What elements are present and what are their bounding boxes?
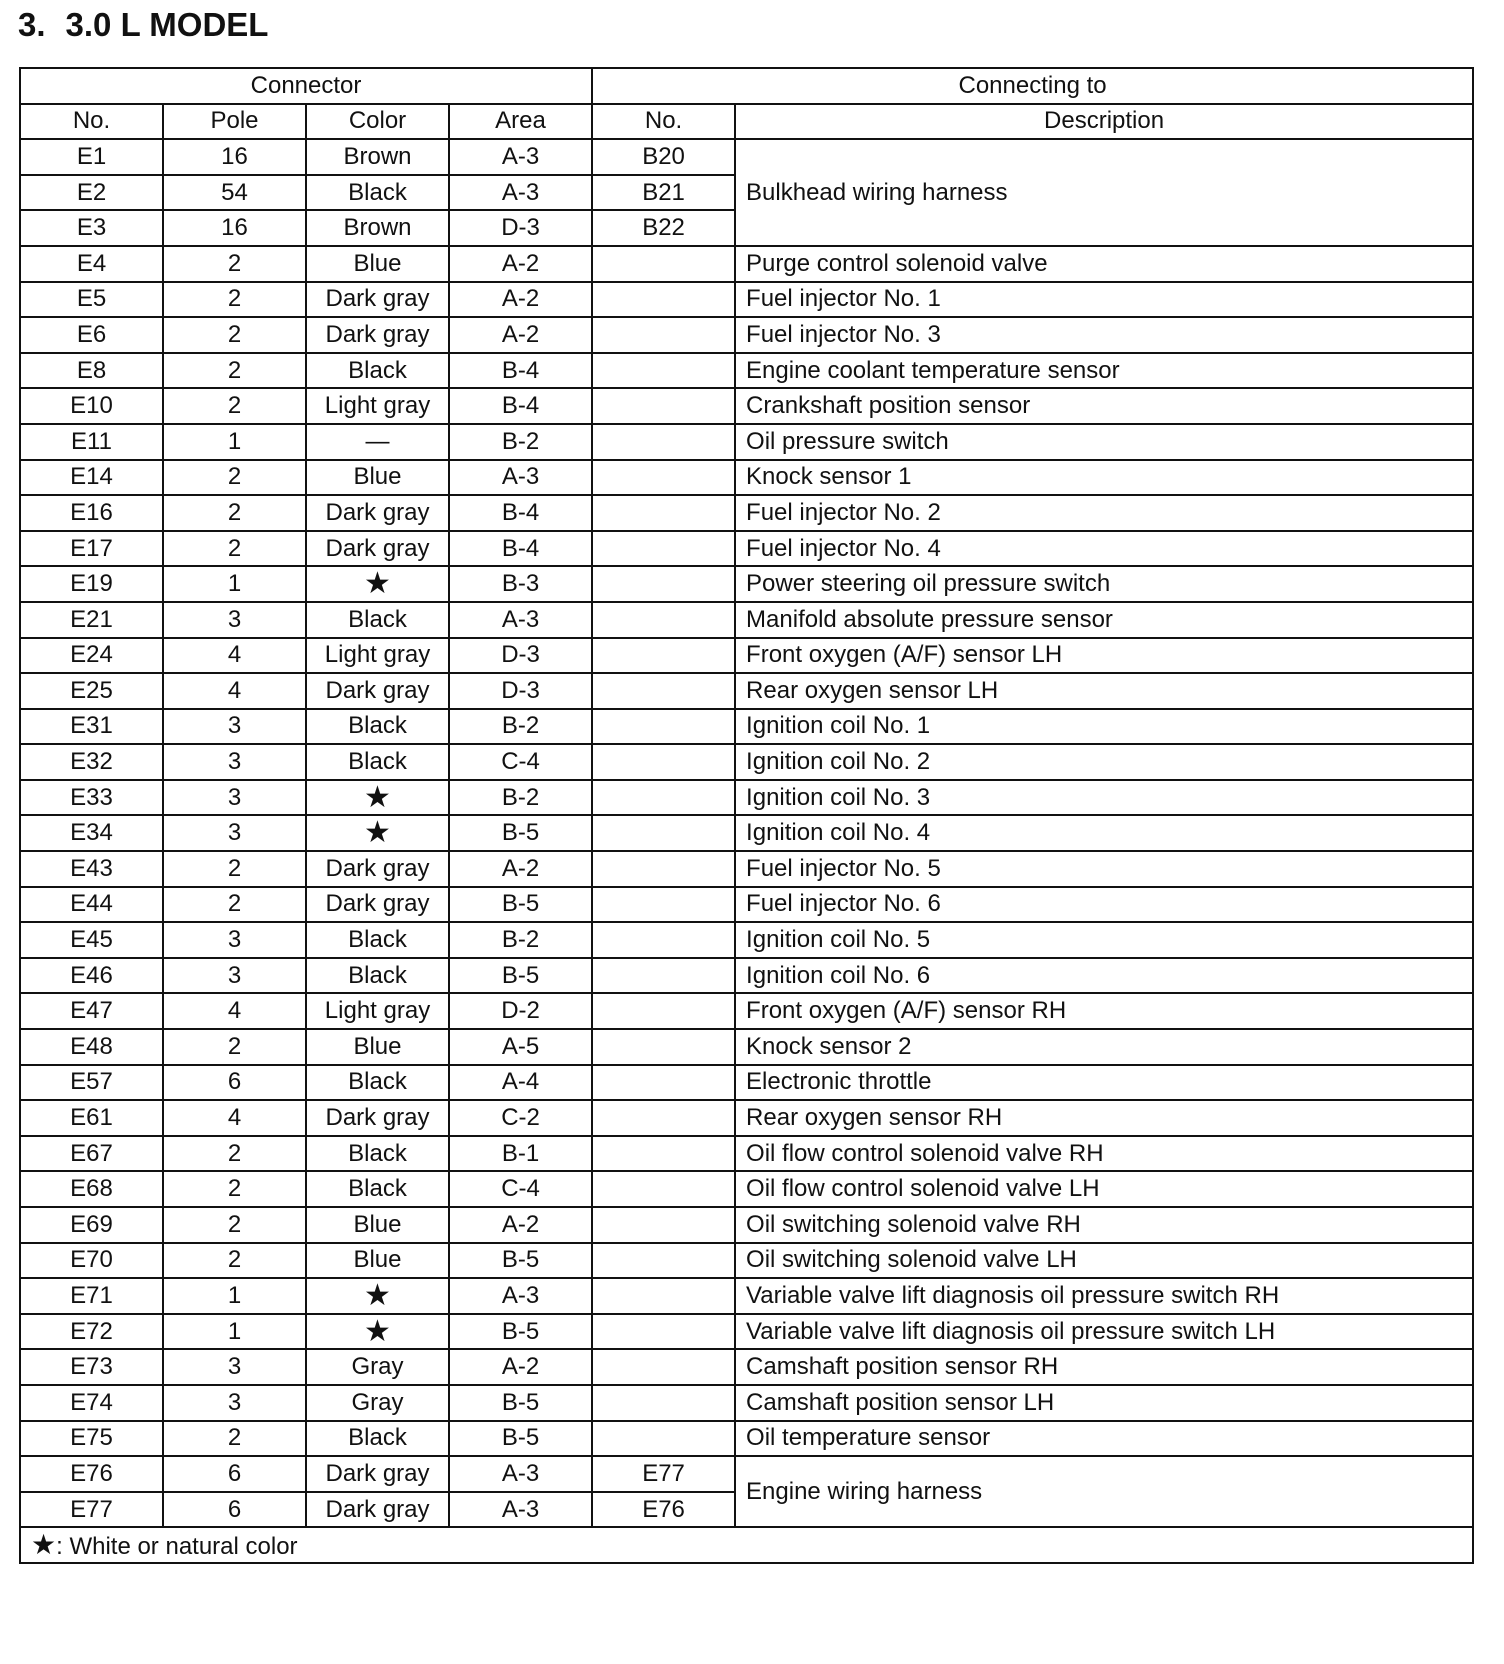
cell-color: Brown xyxy=(306,139,449,175)
footnote-row xyxy=(20,1527,1473,1563)
table-row xyxy=(20,709,1473,745)
cell-pole: 4 xyxy=(163,1100,306,1136)
cell-pole: 3 xyxy=(163,922,306,958)
cell-area: B-5 xyxy=(449,1421,592,1457)
cell-pole: 16 xyxy=(163,210,306,246)
cell-description: Ignition coil No. 6 xyxy=(735,958,1473,994)
cell-area: B-5 xyxy=(449,958,592,994)
cell-color: Black xyxy=(306,1421,449,1457)
cell-color: Black xyxy=(306,602,449,638)
cell-area: D-3 xyxy=(449,210,592,246)
table-row xyxy=(20,1314,1473,1350)
cell-description: Knock sensor 2 xyxy=(735,1029,1473,1065)
cell-connecting-no: E77 xyxy=(592,1456,735,1492)
cell-description: Ignition coil No. 2 xyxy=(735,744,1473,780)
footnote xyxy=(20,1527,1473,1563)
cell-connector-no: E67 xyxy=(20,1136,163,1172)
cell-area: B-2 xyxy=(449,709,592,745)
section-title-text: 3.0 L MODEL xyxy=(65,6,269,43)
cell-area: D-3 xyxy=(449,673,592,709)
cell-connector-no: E76 xyxy=(20,1456,163,1492)
table-row xyxy=(20,673,1473,709)
cell-area: A-3 xyxy=(449,1278,592,1314)
cell-color: Dark gray xyxy=(306,317,449,353)
cell-area: B-4 xyxy=(449,531,592,567)
cell-description: Ignition coil No. 3 xyxy=(735,780,1473,816)
cell-connecting-no xyxy=(592,887,735,923)
cell-connector-no: E31 xyxy=(20,709,163,745)
cell-connecting-no xyxy=(592,1207,735,1243)
column-header-connecting-no: No. xyxy=(592,104,735,140)
cell-connector-no: E47 xyxy=(20,993,163,1029)
cell-color: Light gray xyxy=(306,638,449,674)
cell-description: Variable valve lift diagnosis oil pressure switch RH xyxy=(735,1278,1473,1314)
cell-area: B-4 xyxy=(449,388,592,424)
cell-color: Blue xyxy=(306,1207,449,1243)
cell-pole: 2 xyxy=(163,495,306,531)
cell-connector-no: E72 xyxy=(20,1314,163,1350)
cell-connecting-no xyxy=(592,388,735,424)
cell-area: C-4 xyxy=(449,744,592,780)
table-row xyxy=(20,566,1473,602)
cell-color: Blue xyxy=(306,460,449,496)
table-row xyxy=(20,353,1473,389)
cell-color: Black xyxy=(306,175,449,211)
cell-connector-no: E4 xyxy=(20,246,163,282)
cell-description: Ignition coil No. 5 xyxy=(735,922,1473,958)
cell-description: Purge control solenoid valve xyxy=(735,246,1473,282)
table-row xyxy=(20,958,1473,994)
cell-description: Front oxygen (A/F) sensor LH xyxy=(735,638,1473,674)
cell-area: A-2 xyxy=(449,1349,592,1385)
cell-area: A-4 xyxy=(449,1065,592,1101)
table-row xyxy=(20,815,1473,851)
cell-connector-no: E14 xyxy=(20,460,163,496)
cell-connector-no: E34 xyxy=(20,815,163,851)
table-row xyxy=(20,744,1473,780)
cell-color: ★ xyxy=(306,566,449,602)
column-header-area: Area xyxy=(449,104,592,140)
cell-description: Bulkhead wiring harness xyxy=(735,139,1473,246)
cell-connecting-no xyxy=(592,1243,735,1279)
table-row xyxy=(20,1100,1473,1136)
cell-connector-no: E17 xyxy=(20,531,163,567)
cell-area: B-1 xyxy=(449,1136,592,1172)
cell-pole: 4 xyxy=(163,993,306,1029)
section-number: 3. xyxy=(18,6,46,43)
cell-description: Variable valve lift diagnosis oil pressure switch LH xyxy=(735,1314,1473,1350)
cell-pole: 2 xyxy=(163,1136,306,1172)
cell-color: Dark gray xyxy=(306,1492,449,1528)
cell-area: B-5 xyxy=(449,815,592,851)
cell-connecting-no xyxy=(592,1065,735,1101)
cell-connecting-no: B21 xyxy=(592,175,735,211)
cell-color: Black xyxy=(306,1171,449,1207)
cell-area: A-3 xyxy=(449,1456,592,1492)
cell-description: Ignition coil No. 4 xyxy=(735,815,1473,851)
cell-area: B-5 xyxy=(449,1243,592,1279)
cell-color: Brown xyxy=(306,210,449,246)
table-row xyxy=(20,317,1473,353)
table-row xyxy=(20,780,1473,816)
table-row xyxy=(20,1278,1473,1314)
cell-color: Light gray xyxy=(306,388,449,424)
cell-pole: 6 xyxy=(163,1492,306,1528)
cell-color: Dark gray xyxy=(306,282,449,318)
cell-pole: 3 xyxy=(163,780,306,816)
cell-description: Manifold absolute pressure sensor xyxy=(735,602,1473,638)
cell-description: Oil switching solenoid valve LH xyxy=(735,1243,1473,1279)
cell-connecting-no xyxy=(592,1385,735,1421)
cell-color: Dark gray xyxy=(306,495,449,531)
table-row xyxy=(20,495,1473,531)
cell-area: A-2 xyxy=(449,282,592,318)
cell-description: Rear oxygen sensor LH xyxy=(735,673,1473,709)
cell-description: Fuel injector No. 2 xyxy=(735,495,1473,531)
cell-color: Blue xyxy=(306,1243,449,1279)
cell-connecting-no xyxy=(592,424,735,460)
cell-color: Blue xyxy=(306,246,449,282)
table-row xyxy=(20,993,1473,1029)
table-row xyxy=(20,531,1473,567)
cell-description: Oil switching solenoid valve RH xyxy=(735,1207,1473,1243)
cell-connecting-no xyxy=(592,1029,735,1065)
cell-pole: 6 xyxy=(163,1065,306,1101)
cell-pole: 2 xyxy=(163,851,306,887)
cell-connecting-no xyxy=(592,353,735,389)
cell-pole: 2 xyxy=(163,246,306,282)
table-row xyxy=(20,1421,1473,1457)
cell-connector-no: E24 xyxy=(20,638,163,674)
cell-connecting-no: B22 xyxy=(592,210,735,246)
cell-pole: 4 xyxy=(163,638,306,674)
cell-color: Black xyxy=(306,744,449,780)
cell-description: Engine coolant temperature sensor xyxy=(735,353,1473,389)
cell-connector-no: E70 xyxy=(20,1243,163,1279)
cell-description: Fuel injector No. 6 xyxy=(735,887,1473,923)
cell-connecting-no xyxy=(592,460,735,496)
cell-area: B-4 xyxy=(449,353,592,389)
table-row xyxy=(20,1171,1473,1207)
footnote-text: : White or natural color xyxy=(56,1533,298,1561)
cell-connector-no: E19 xyxy=(20,566,163,602)
cell-connecting-no xyxy=(592,958,735,994)
cell-connecting-no xyxy=(592,638,735,674)
cell-connector-no: E48 xyxy=(20,1029,163,1065)
cell-description: Ignition coil No. 1 xyxy=(735,709,1473,745)
cell-connecting-no xyxy=(592,709,735,745)
cell-connector-no: E33 xyxy=(20,780,163,816)
table-row xyxy=(20,1456,1473,1492)
cell-area: D-2 xyxy=(449,993,592,1029)
cell-connecting-no xyxy=(592,993,735,1029)
cell-area: A-3 xyxy=(449,175,592,211)
table-row xyxy=(20,282,1473,318)
cell-pole: 2 xyxy=(163,531,306,567)
cell-area: B-5 xyxy=(449,887,592,923)
cell-pole: 2 xyxy=(163,1421,306,1457)
cell-connecting-no xyxy=(592,815,735,851)
cell-pole: 2 xyxy=(163,460,306,496)
cell-connector-no: E57 xyxy=(20,1065,163,1101)
table-row xyxy=(20,922,1473,958)
cell-pole: 16 xyxy=(163,139,306,175)
cell-description: Oil flow control solenoid valve RH xyxy=(735,1136,1473,1172)
cell-color: Black xyxy=(306,353,449,389)
cell-connector-no: E21 xyxy=(20,602,163,638)
table-row xyxy=(20,1029,1473,1065)
cell-connecting-no xyxy=(592,922,735,958)
cell-pole: 1 xyxy=(163,424,306,460)
cell-connector-no: E2 xyxy=(20,175,163,211)
cell-connector-no: E69 xyxy=(20,1207,163,1243)
cell-connecting-no xyxy=(592,566,735,602)
cell-color: Dark gray xyxy=(306,887,449,923)
cell-description: Front oxygen (A/F) sensor RH xyxy=(735,993,1473,1029)
cell-color: Black xyxy=(306,922,449,958)
cell-color: Gray xyxy=(306,1349,449,1385)
table-row xyxy=(20,1136,1473,1172)
cell-description: Oil temperature sensor xyxy=(735,1421,1473,1457)
table-row xyxy=(20,887,1473,923)
cell-connector-no: E71 xyxy=(20,1278,163,1314)
cell-description: Electronic throttle xyxy=(735,1065,1473,1101)
cell-pole: 6 xyxy=(163,1456,306,1492)
table-row xyxy=(20,1207,1473,1243)
cell-connector-no: E74 xyxy=(20,1385,163,1421)
cell-description: Oil pressure switch xyxy=(735,424,1473,460)
cell-connector-no: E44 xyxy=(20,887,163,923)
cell-area: B-4 xyxy=(449,495,592,531)
cell-connector-no: E5 xyxy=(20,282,163,318)
cell-pole: 54 xyxy=(163,175,306,211)
cell-color: ★ xyxy=(306,815,449,851)
cell-area: A-3 xyxy=(449,602,592,638)
cell-color: Gray xyxy=(306,1385,449,1421)
cell-color: Light gray xyxy=(306,993,449,1029)
cell-color: Dark gray xyxy=(306,531,449,567)
table-row xyxy=(20,1065,1473,1101)
cell-description: Rear oxygen sensor RH xyxy=(735,1100,1473,1136)
cell-description: Engine wiring harness xyxy=(735,1456,1473,1527)
cell-area: D-3 xyxy=(449,638,592,674)
cell-pole: 1 xyxy=(163,1278,306,1314)
cell-color: Black xyxy=(306,1065,449,1101)
cell-area: B-2 xyxy=(449,424,592,460)
cell-connecting-no xyxy=(592,317,735,353)
cell-pole: 4 xyxy=(163,673,306,709)
cell-color: Dark gray xyxy=(306,1100,449,1136)
cell-description: Fuel injector No. 5 xyxy=(735,851,1473,887)
cell-color: Black xyxy=(306,709,449,745)
cell-area: A-3 xyxy=(449,460,592,496)
table-row xyxy=(20,638,1473,674)
cell-area: A-2 xyxy=(449,851,592,887)
cell-connecting-no xyxy=(592,1171,735,1207)
cell-area: B-2 xyxy=(449,922,592,958)
cell-connector-no: E6 xyxy=(20,317,163,353)
cell-area: B-5 xyxy=(449,1314,592,1350)
column-header-color: Color xyxy=(306,104,449,140)
table-row xyxy=(20,388,1473,424)
cell-area: C-2 xyxy=(449,1100,592,1136)
page-title xyxy=(18,6,268,44)
cell-connecting-no xyxy=(592,531,735,567)
table-row xyxy=(20,1385,1473,1421)
cell-connector-no: E45 xyxy=(20,922,163,958)
table-row xyxy=(20,851,1473,887)
cell-pole: 2 xyxy=(163,1171,306,1207)
column-header-no: No. xyxy=(20,104,163,140)
cell-pole: 2 xyxy=(163,353,306,389)
table-row xyxy=(20,460,1473,496)
cell-connecting-no xyxy=(592,1278,735,1314)
table-row xyxy=(20,1243,1473,1279)
cell-color: Black xyxy=(306,1136,449,1172)
connector-table xyxy=(19,67,1474,1564)
cell-connecting-no xyxy=(592,1314,735,1350)
table-row xyxy=(20,1349,1473,1385)
cell-description: Fuel injector No. 1 xyxy=(735,282,1473,318)
cell-description: Oil flow control solenoid valve LH xyxy=(735,1171,1473,1207)
cell-pole: 3 xyxy=(163,1385,306,1421)
cell-area: A-2 xyxy=(449,246,592,282)
table-row xyxy=(20,246,1473,282)
cell-color: Black xyxy=(306,958,449,994)
cell-color: Blue xyxy=(306,1029,449,1065)
cell-connector-no: E43 xyxy=(20,851,163,887)
cell-area: B-3 xyxy=(449,566,592,602)
cell-pole: 3 xyxy=(163,709,306,745)
column-header-description: Description xyxy=(735,104,1473,140)
cell-pole: 2 xyxy=(163,1243,306,1279)
cell-connecting-no xyxy=(592,282,735,318)
cell-description: Fuel injector No. 4 xyxy=(735,531,1473,567)
cell-pole: 2 xyxy=(163,317,306,353)
cell-pole: 1 xyxy=(163,566,306,602)
cell-description: Camshaft position sensor RH xyxy=(735,1349,1473,1385)
cell-connector-no: E77 xyxy=(20,1492,163,1528)
cell-pole: 3 xyxy=(163,1349,306,1385)
cell-connecting-no xyxy=(592,744,735,780)
cell-color: ★ xyxy=(306,780,449,816)
cell-pole: 2 xyxy=(163,282,306,318)
column-header-row xyxy=(20,104,1473,140)
table-body xyxy=(20,139,1473,1527)
cell-pole: 2 xyxy=(163,887,306,923)
cell-description: Camshaft position sensor LH xyxy=(735,1385,1473,1421)
cell-pole: 3 xyxy=(163,815,306,851)
connector-group-header: Connector xyxy=(20,68,592,104)
cell-connecting-no xyxy=(592,780,735,816)
cell-connecting-no xyxy=(592,1421,735,1457)
cell-pole: 2 xyxy=(163,1029,306,1065)
cell-connector-no: E3 xyxy=(20,210,163,246)
cell-connecting-no xyxy=(592,851,735,887)
cell-connector-no: E10 xyxy=(20,388,163,424)
cell-connector-no: E46 xyxy=(20,958,163,994)
cell-connecting-no: B20 xyxy=(592,139,735,175)
cell-pole: 3 xyxy=(163,958,306,994)
cell-pole: 2 xyxy=(163,1207,306,1243)
group-header-row xyxy=(20,68,1473,104)
cell-connecting-no xyxy=(592,1136,735,1172)
cell-description: Knock sensor 1 xyxy=(735,460,1473,496)
cell-description: Power steering oil pressure switch xyxy=(735,566,1473,602)
table-row xyxy=(20,424,1473,460)
cell-color: ★ xyxy=(306,1314,449,1350)
cell-connector-no: E68 xyxy=(20,1171,163,1207)
cell-color: — xyxy=(306,424,449,460)
cell-area: B-5 xyxy=(449,1385,592,1421)
cell-connecting-no xyxy=(592,246,735,282)
cell-connector-no: E32 xyxy=(20,744,163,780)
cell-area: A-2 xyxy=(449,1207,592,1243)
cell-connector-no: E1 xyxy=(20,139,163,175)
table-row xyxy=(20,139,1473,175)
cell-color: Dark gray xyxy=(306,673,449,709)
cell-area: B-2 xyxy=(449,780,592,816)
cell-color: ★ xyxy=(306,1278,449,1314)
cell-area: A-2 xyxy=(449,317,592,353)
cell-color: Dark gray xyxy=(306,851,449,887)
cell-connector-no: E75 xyxy=(20,1421,163,1457)
cell-connecting-no xyxy=(592,673,735,709)
cell-pole: 1 xyxy=(163,1314,306,1350)
cell-connector-no: E61 xyxy=(20,1100,163,1136)
cell-pole: 3 xyxy=(163,602,306,638)
cell-area: A-3 xyxy=(449,1492,592,1528)
connecting-to-group-header: Connecting to xyxy=(592,68,1473,104)
cell-connecting-no xyxy=(592,602,735,638)
cell-connecting-no xyxy=(592,1100,735,1136)
cell-color: Dark gray xyxy=(306,1456,449,1492)
cell-connector-no: E25 xyxy=(20,673,163,709)
cell-pole: 3 xyxy=(163,744,306,780)
table-row xyxy=(20,602,1473,638)
cell-description: Fuel injector No. 3 xyxy=(735,317,1473,353)
cell-connecting-no xyxy=(592,495,735,531)
cell-area: C-4 xyxy=(449,1171,592,1207)
cell-connector-no: E11 xyxy=(20,424,163,460)
star-icon: ★ xyxy=(31,1529,57,1561)
cell-connector-no: E73 xyxy=(20,1349,163,1385)
cell-connecting-no xyxy=(592,1349,735,1385)
cell-pole: 2 xyxy=(163,388,306,424)
cell-description: Crankshaft position sensor xyxy=(735,388,1473,424)
column-header-pole: Pole xyxy=(163,104,306,140)
cell-connecting-no: E76 xyxy=(592,1492,735,1528)
cell-connector-no: E16 xyxy=(20,495,163,531)
cell-connector-no: E8 xyxy=(20,353,163,389)
cell-area: A-5 xyxy=(449,1029,592,1065)
cell-area: A-3 xyxy=(449,139,592,175)
